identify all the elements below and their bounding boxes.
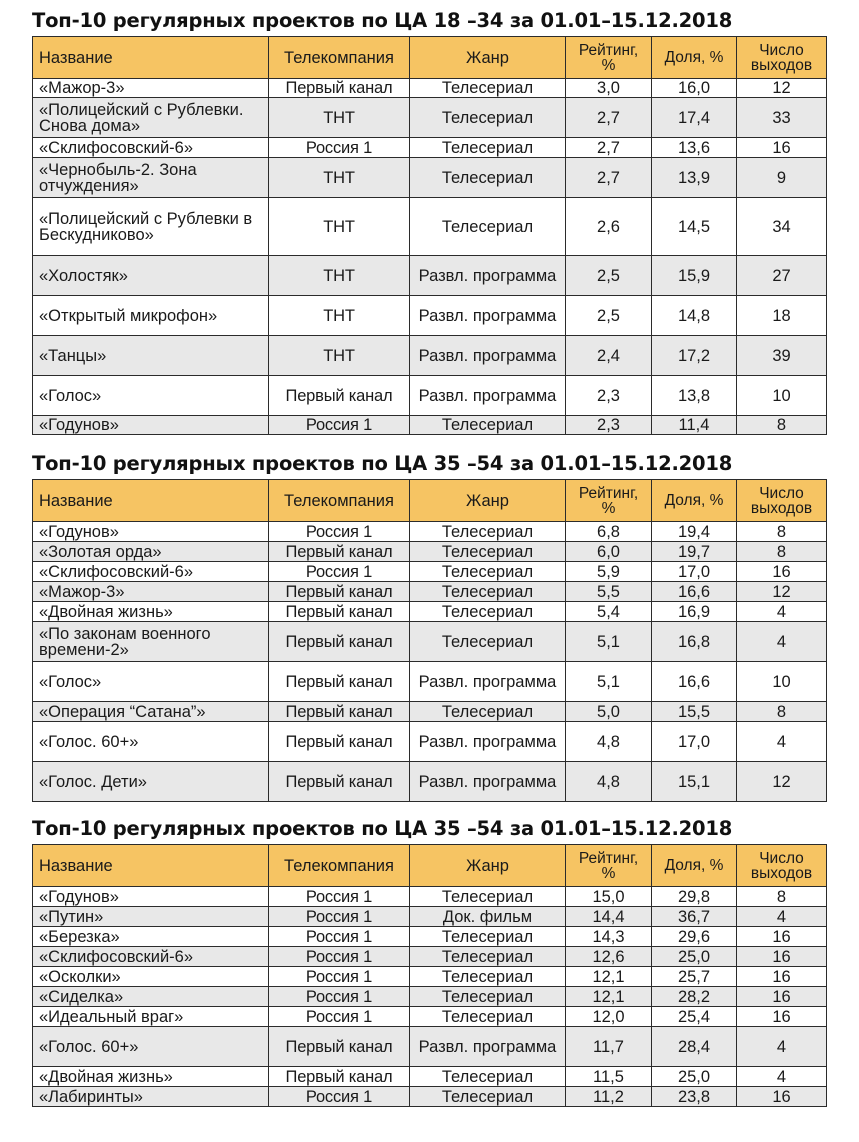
cell-episodes: 8 <box>737 542 827 562</box>
table-row <box>33 542 827 562</box>
cell-channel: Первый канал <box>269 702 410 722</box>
cell-rating: 2,3 <box>566 416 652 435</box>
cell-name: «Склифосовский-6» <box>33 562 269 582</box>
cell-genre: Телесериал <box>410 158 566 198</box>
cell-genre: Телесериал <box>410 887 566 907</box>
cell-share: 15,9 <box>652 256 737 296</box>
header-name: Название <box>33 845 269 887</box>
table-row <box>33 198 827 256</box>
table-row <box>33 947 827 967</box>
ratings-table <box>32 479 827 802</box>
cell-genre: Развл. программа <box>410 662 566 702</box>
cell-rating: 2,5 <box>566 296 652 336</box>
cell-genre: Телесериал <box>410 562 566 582</box>
cell-name: «Березка» <box>33 927 269 947</box>
cell-episodes: 34 <box>737 198 827 256</box>
cell-channel: Россия 1 <box>269 1087 410 1107</box>
cell-name: «Голос. Дети» <box>33 762 269 802</box>
cell-genre: Развл. программа <box>410 376 566 416</box>
ratings-section-2 <box>32 449 826 802</box>
cell-channel: Первый канал <box>269 582 410 602</box>
header-episodes: Число выходов <box>737 845 827 887</box>
table-row <box>33 762 827 802</box>
cell-episodes: 33 <box>737 98 827 138</box>
cell-name: «Склифосовский-6» <box>33 947 269 967</box>
cell-episodes: 16 <box>737 927 827 947</box>
cell-share: 36,7 <box>652 907 737 927</box>
cell-genre: Развл. программа <box>410 296 566 336</box>
cell-channel: Россия 1 <box>269 887 410 907</box>
cell-rating: 2,7 <box>566 138 652 158</box>
cell-name: «Двойная жизнь» <box>33 602 269 622</box>
table-row <box>33 416 827 435</box>
table-row <box>33 887 827 907</box>
table-row <box>33 79 827 98</box>
cell-share: 25,0 <box>652 947 737 967</box>
cell-share: 13,9 <box>652 158 737 198</box>
table-row <box>33 702 827 722</box>
cell-name: «Осколки» <box>33 967 269 987</box>
cell-genre: Телесериал <box>410 602 566 622</box>
cell-rating: 11,5 <box>566 1067 652 1087</box>
cell-channel: Россия 1 <box>269 522 410 542</box>
cell-episodes: 4 <box>737 1027 827 1067</box>
cell-name: «Годунов» <box>33 522 269 542</box>
table-row <box>33 1067 827 1087</box>
cell-name: «Лабиринты» <box>33 1087 269 1107</box>
cell-name: «Голос» <box>33 376 269 416</box>
table-row <box>33 336 827 376</box>
cell-share: 13,6 <box>652 138 737 158</box>
cell-genre: Телесериал <box>410 416 566 435</box>
cell-share: 17,0 <box>652 722 737 762</box>
table-header-row <box>33 37 827 79</box>
cell-name: «Голос. 60+» <box>33 1027 269 1067</box>
cell-genre: Развл. программа <box>410 336 566 376</box>
cell-episodes: 10 <box>737 376 827 416</box>
cell-episodes: 16 <box>737 1007 827 1027</box>
cell-channel: Россия 1 <box>269 987 410 1007</box>
cell-name: «Двойная жизнь» <box>33 1067 269 1087</box>
cell-share: 19,7 <box>652 542 737 562</box>
cell-channel: Россия 1 <box>269 947 410 967</box>
header-episodes: Число выходов <box>737 37 827 79</box>
cell-share: 15,5 <box>652 702 737 722</box>
header-genre: Жанр <box>410 845 566 887</box>
cell-name: «Танцы» <box>33 336 269 376</box>
cell-share: 25,4 <box>652 1007 737 1027</box>
cell-share: 17,4 <box>652 98 737 138</box>
cell-share: 14,8 <box>652 296 737 336</box>
cell-rating: 2,4 <box>566 336 652 376</box>
cell-genre: Телесериал <box>410 967 566 987</box>
cell-genre: Развл. программа <box>410 722 566 762</box>
cell-share: 13,8 <box>652 376 737 416</box>
cell-episodes: 16 <box>737 562 827 582</box>
table-row <box>33 138 827 158</box>
cell-rating: 2,3 <box>566 376 652 416</box>
cell-share: 19,4 <box>652 522 737 542</box>
header-rating: Рейтинг, % <box>566 845 652 887</box>
cell-share: 16,0 <box>652 79 737 98</box>
cell-episodes: 4 <box>737 622 827 662</box>
cell-episodes: 16 <box>737 138 827 158</box>
ratings-table <box>32 36 827 435</box>
cell-episodes: 16 <box>737 947 827 967</box>
cell-name: «Идеальный враг» <box>33 1007 269 1027</box>
header-channel: Телекомпания <box>269 480 410 522</box>
cell-genre: Телесериал <box>410 522 566 542</box>
cell-rating: 2,7 <box>566 98 652 138</box>
cell-episodes: 4 <box>737 907 827 927</box>
cell-channel: ТНТ <box>269 296 410 336</box>
cell-channel: Первый канал <box>269 602 410 622</box>
cell-name: «Голос» <box>33 662 269 702</box>
cell-share: 15,1 <box>652 762 737 802</box>
cell-share: 17,0 <box>652 562 737 582</box>
cell-episodes: 39 <box>737 336 827 376</box>
cell-name: «Сиделка» <box>33 987 269 1007</box>
cell-rating: 3,0 <box>566 79 652 98</box>
table-row <box>33 158 827 198</box>
cell-rating: 5,1 <box>566 622 652 662</box>
cell-rating: 6,8 <box>566 522 652 542</box>
cell-channel: Россия 1 <box>269 927 410 947</box>
cell-episodes: 8 <box>737 702 827 722</box>
cell-share: 17,2 <box>652 336 737 376</box>
cell-rating: 5,4 <box>566 602 652 622</box>
section-title: Топ-10 регулярных проектов по ЦА 35 –54 за 01.01–15.12.2018 <box>32 817 733 840</box>
cell-rating: 5,1 <box>566 662 652 702</box>
table-header-row <box>33 480 827 522</box>
cell-rating: 2,7 <box>566 158 652 198</box>
header-genre: Жанр <box>410 480 566 522</box>
table-row <box>33 987 827 1007</box>
cell-rating: 14,4 <box>566 907 652 927</box>
table-row <box>33 376 827 416</box>
cell-share: 29,8 <box>652 887 737 907</box>
table-row <box>33 967 827 987</box>
table-row <box>33 602 827 622</box>
cell-genre: Телесериал <box>410 927 566 947</box>
cell-share: 28,4 <box>652 1027 737 1067</box>
cell-genre: Телесериал <box>410 138 566 158</box>
cell-genre: Телесериал <box>410 702 566 722</box>
cell-episodes: 8 <box>737 887 827 907</box>
cell-rating: 6,0 <box>566 542 652 562</box>
cell-name: «Полицейский с Рублевки в Бескудниково» <box>33 198 269 256</box>
cell-episodes: 12 <box>737 582 827 602</box>
header-rating: Рейтинг, % <box>566 480 652 522</box>
cell-genre: Телесериал <box>410 987 566 1007</box>
section-title: Топ-10 регулярных проектов по ЦА 35 –54 за 01.01–15.12.2018 <box>32 452 733 475</box>
cell-share: 28,2 <box>652 987 737 1007</box>
cell-share: 16,8 <box>652 622 737 662</box>
header-name: Название <box>33 37 269 79</box>
table-row <box>33 1007 827 1027</box>
table-row <box>33 722 827 762</box>
cell-rating: 2,5 <box>566 256 652 296</box>
header-share: Доля, % <box>652 37 737 79</box>
header-rating: Рейтинг, % <box>566 37 652 79</box>
cell-channel: Первый канал <box>269 762 410 802</box>
cell-name: «Мажор-3» <box>33 79 269 98</box>
cell-name: «Холостяк» <box>33 256 269 296</box>
cell-genre: Телесериал <box>410 582 566 602</box>
cell-rating: 12,1 <box>566 967 652 987</box>
cell-genre: Телесериал <box>410 79 566 98</box>
table-row <box>33 256 827 296</box>
cell-rating: 5,9 <box>566 562 652 582</box>
cell-rating: 11,2 <box>566 1087 652 1107</box>
table-header-row <box>33 845 827 887</box>
table-row <box>33 582 827 602</box>
cell-channel: Россия 1 <box>269 562 410 582</box>
cell-genre: Телесериал <box>410 622 566 662</box>
cell-channel: Первый канал <box>269 1027 410 1067</box>
cell-rating: 4,8 <box>566 722 652 762</box>
section-title: Топ-10 регулярных проектов по ЦА 18 –34 за 01.01–15.12.2018 <box>32 9 733 32</box>
cell-episodes: 8 <box>737 416 827 435</box>
cell-share: 23,8 <box>652 1087 737 1107</box>
cell-share: 16,9 <box>652 602 737 622</box>
cell-genre: Док. фильм <box>410 907 566 927</box>
cell-genre: Развл. программа <box>410 1027 566 1067</box>
cell-rating: 12,6 <box>566 947 652 967</box>
header-channel: Телекомпания <box>269 845 410 887</box>
header-share: Доля, % <box>652 480 737 522</box>
ratings-section-1 <box>32 6 826 435</box>
cell-genre: Развл. программа <box>410 762 566 802</box>
cell-channel: ТНТ <box>269 336 410 376</box>
cell-rating: 2,6 <box>566 198 652 256</box>
cell-rating: 5,5 <box>566 582 652 602</box>
cell-share: 25,0 <box>652 1067 737 1087</box>
cell-share: 14,5 <box>652 198 737 256</box>
table-row <box>33 622 827 662</box>
cell-rating: 15,0 <box>566 887 652 907</box>
cell-channel: Первый канал <box>269 722 410 762</box>
cell-channel: Первый канал <box>269 662 410 702</box>
cell-name: «Путин» <box>33 907 269 927</box>
ratings-section-3 <box>32 814 826 1107</box>
cell-name: «Голос. 60+» <box>33 722 269 762</box>
header-share: Доля, % <box>652 845 737 887</box>
cell-genre: Телесериал <box>410 947 566 967</box>
cell-channel: Первый канал <box>269 376 410 416</box>
cell-episodes: 4 <box>737 1067 827 1087</box>
cell-channel: ТНТ <box>269 158 410 198</box>
header-name: Название <box>33 480 269 522</box>
cell-name: «Чернобыль-2. Зона отчуждения» <box>33 158 269 198</box>
cell-name: «Полицейский с Рублевки. Снова дома» <box>33 98 269 138</box>
table-row <box>33 522 827 542</box>
cell-episodes: 9 <box>737 158 827 198</box>
cell-rating: 14,3 <box>566 927 652 947</box>
header-episodes: Число выходов <box>737 480 827 522</box>
cell-episodes: 12 <box>737 762 827 802</box>
cell-episodes: 27 <box>737 256 827 296</box>
cell-share: 25,7 <box>652 967 737 987</box>
cell-episodes: 8 <box>737 522 827 542</box>
cell-genre: Развл. программа <box>410 256 566 296</box>
cell-episodes: 4 <box>737 602 827 622</box>
cell-name: «Операция “Сатана”» <box>33 702 269 722</box>
cell-channel: Первый канал <box>269 79 410 98</box>
cell-rating: 12,1 <box>566 987 652 1007</box>
cell-genre: Телесериал <box>410 98 566 138</box>
cell-rating: 5,0 <box>566 702 652 722</box>
header-channel: Телекомпания <box>269 37 410 79</box>
ratings-table <box>32 844 827 1107</box>
cell-genre: Телесериал <box>410 198 566 256</box>
table-row <box>33 98 827 138</box>
cell-channel: Россия 1 <box>269 1007 410 1027</box>
cell-channel: Первый канал <box>269 622 410 662</box>
cell-genre: Телесериал <box>410 1007 566 1027</box>
cell-genre: Телесериал <box>410 1067 566 1087</box>
cell-channel: Россия 1 <box>269 907 410 927</box>
cell-channel: Россия 1 <box>269 967 410 987</box>
cell-rating: 11,7 <box>566 1027 652 1067</box>
cell-share: 16,6 <box>652 582 737 602</box>
cell-rating: 12,0 <box>566 1007 652 1027</box>
cell-share: 29,6 <box>652 927 737 947</box>
cell-genre: Телесериал <box>410 1087 566 1107</box>
cell-name: «Открытый микрофон» <box>33 296 269 336</box>
cell-channel: Первый канал <box>269 542 410 562</box>
cell-channel: Россия 1 <box>269 138 410 158</box>
cell-channel: Россия 1 <box>269 416 410 435</box>
cell-name: «Годунов» <box>33 416 269 435</box>
table-row <box>33 907 827 927</box>
cell-genre: Телесериал <box>410 542 566 562</box>
cell-episodes: 16 <box>737 1087 827 1107</box>
table-row <box>33 662 827 702</box>
cell-channel: ТНТ <box>269 98 410 138</box>
cell-episodes: 4 <box>737 722 827 762</box>
cell-name: «По законам военного времени-2» <box>33 622 269 662</box>
cell-episodes: 16 <box>737 967 827 987</box>
cell-episodes: 10 <box>737 662 827 702</box>
cell-name: «Золотая орда» <box>33 542 269 562</box>
cell-name: «Склифосовский-6» <box>33 138 269 158</box>
table-row <box>33 927 827 947</box>
cell-name: «Мажор-3» <box>33 582 269 602</box>
cell-rating: 4,8 <box>566 762 652 802</box>
header-genre: Жанр <box>410 37 566 79</box>
cell-channel: ТНТ <box>269 198 410 256</box>
cell-share: 11,4 <box>652 416 737 435</box>
cell-episodes: 16 <box>737 987 827 1007</box>
table-row <box>33 562 827 582</box>
cell-episodes: 12 <box>737 79 827 98</box>
table-row <box>33 1087 827 1107</box>
cell-channel: ТНТ <box>269 256 410 296</box>
cell-name: «Годунов» <box>33 887 269 907</box>
table-row <box>33 1027 827 1067</box>
cell-episodes: 18 <box>737 296 827 336</box>
cell-share: 16,6 <box>652 662 737 702</box>
table-row <box>33 296 827 336</box>
cell-channel: Первый канал <box>269 1067 410 1087</box>
